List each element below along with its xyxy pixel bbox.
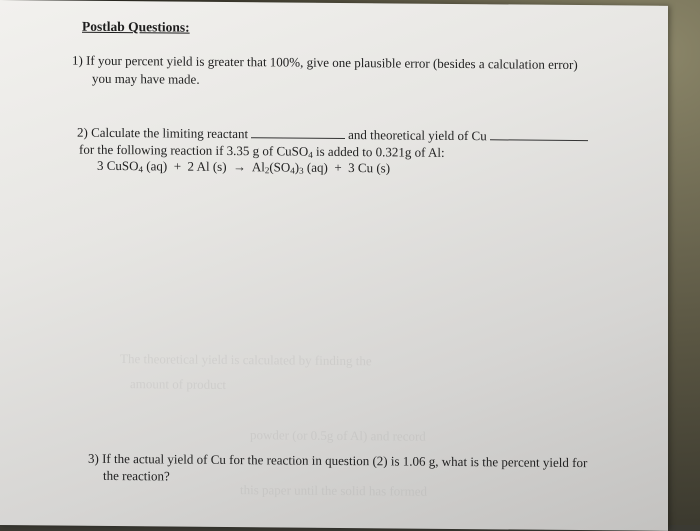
show-through-text: amount of product — [130, 376, 227, 392]
question-2-text-continued: for the following reaction if 3.35 g of CuSO$_4$ is added to 0.321g of Al: — [79, 141, 445, 160]
question-2-yield-prompt: and theoretical yield of Cu — [348, 127, 487, 144]
limiting-reactant-blank[interactable] — [251, 137, 345, 139]
question-1-text: 1) If your percent yield is greater that 100%, give one plausible error (besides a calculation error) — [72, 52, 578, 73]
question-2-limiting-prompt: 2) Calculate the limiting reactant — [77, 124, 249, 142]
chemical-equation: 3 CuSO$_4$ (aq) + 2 Al $(s) \to Al_2(SO_4)_3$ (aq) + 3 Cu (s) — [97, 157, 391, 176]
question-1-text-continued: you may have made. — [92, 70, 200, 87]
theoretical-yield-blank[interactable] — [490, 139, 588, 141]
show-through-text: this paper until the solid has formed — [240, 482, 428, 499]
show-through-text: The theoretical yield is calculated by finding the — [120, 351, 372, 369]
show-through-text: powder (or 0.5g of Al) and record — [250, 427, 426, 444]
page-title: Postlab Questions: — [82, 18, 190, 35]
question-3-text: 3) If the actual yield of Cu for the reaction in question (2) is 1.06 g, what is the percent yield for — [88, 450, 588, 471]
question-3-text-continued: the reaction? — [103, 467, 170, 484]
